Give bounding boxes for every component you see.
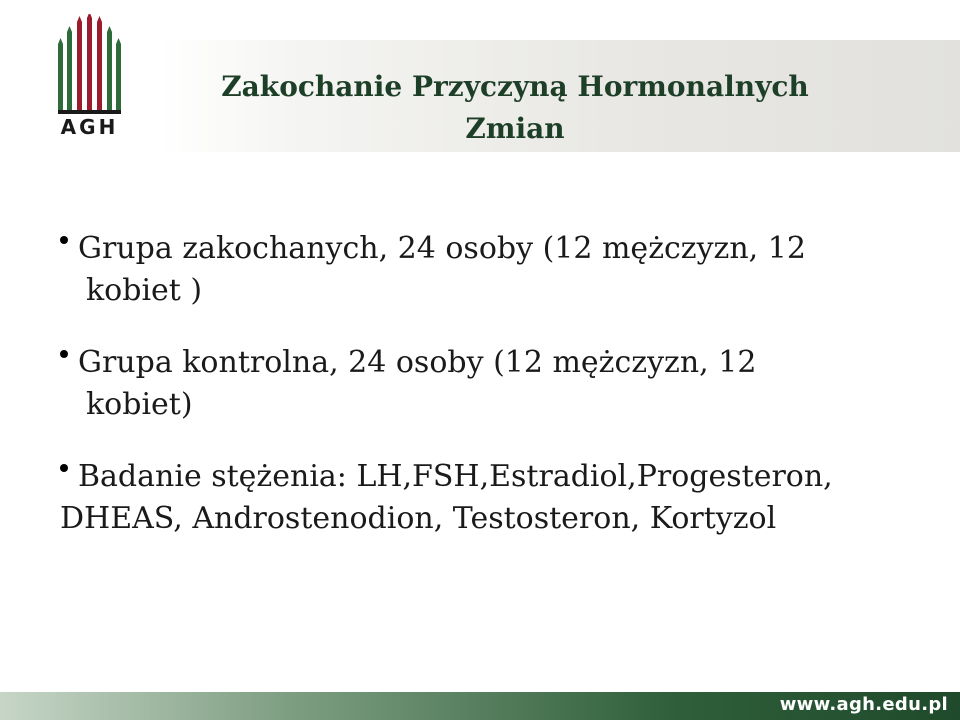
bullet-dot-icon [60, 464, 68, 472]
bullet-1-line-2: kobiet ) [86, 273, 203, 308]
bullet-item-2 [60, 342, 920, 426]
footer-url: www.agh.edu.pl [779, 694, 948, 715]
footer-bar [0, 692, 960, 720]
slide-title [170, 66, 860, 150]
bullet-dot-icon [60, 236, 68, 244]
agh-logo [50, 14, 130, 136]
title-line-1: Zakochanie Przyczyną Hormonalnych [221, 70, 809, 103]
logo-text: AGH [60, 115, 119, 136]
bullet-3-line-1: Badanie stężenia: LH,FSH,Estradiol,Progesteron, [78, 459, 833, 494]
bullet-1-line-1: Grupa zakochanych, 24 osoby (12 mężczyzn, 12 [78, 231, 806, 266]
bullet-2-line-2: kobiet) [86, 387, 193, 422]
bullet-item-3 [60, 456, 920, 540]
title-line-2: Zmian [465, 112, 565, 145]
bullet-item-1 [60, 228, 920, 312]
bullet-2-line-1: Grupa kontrolna, 24 osoby (12 mężczyzn, 12 [78, 345, 757, 380]
logo-bars [58, 14, 121, 114]
bullet-list [60, 228, 920, 570]
bullet-3-line-2: DHEAS, Androstenodion, Testosteron, Kortyzol [60, 501, 777, 536]
bullet-dot-icon [60, 350, 68, 358]
